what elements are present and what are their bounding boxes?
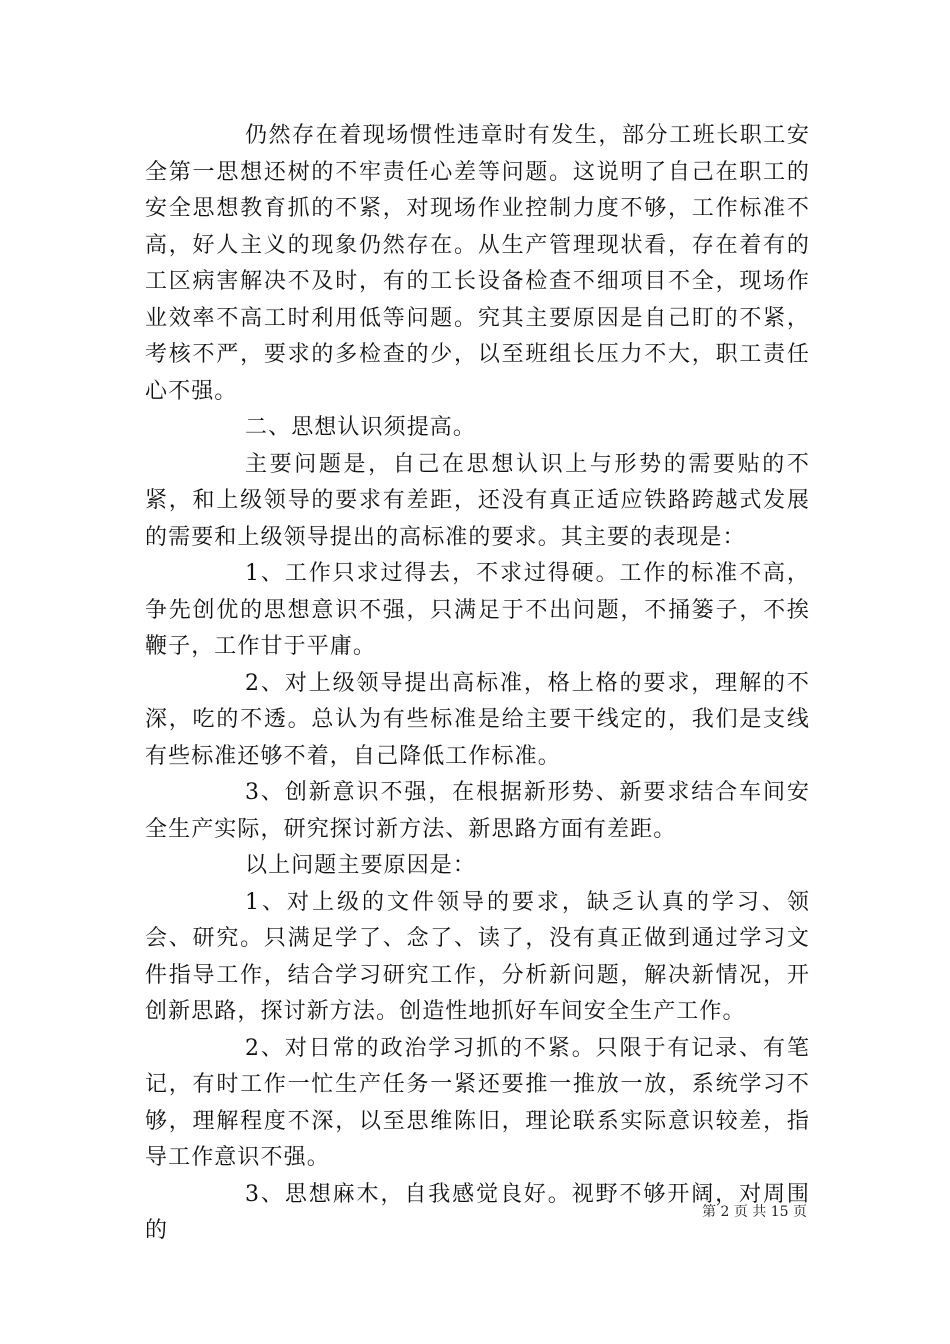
list-item-work-standards: 1、工作只求过得去，不求过得硬。工作的标准不高，争先创优的思想意识不强，只满足于不出问题，不捅篓子，不挨鞭子，工作甘于平庸。 — [145, 561, 810, 659]
document-body — [145, 118, 810, 1250]
list-item-study-documents: 1、对上级的文件领导的要求，缺乏认真的学习、领会、研究。只满足学了、念了、读了，没有真正做到通过学习文件指导工作，结合学习研究工作，分析新问题，解决新情况，开创新思路，探讨新方法。创造性地抓好车间安全生产工作。 — [145, 889, 810, 1024]
list-item-complacency: 3、思想麻木，自我感觉良好。视野不够开阔，对周围的 — [145, 1181, 810, 1243]
paragraph-safety-issues: 仍然存在着现场惯性违章时有发生，部分工班长职工安全第一思想还树的不牢责任心差等问题。这说明了自己在职工的安全思想教育抓的不紧，对现场作业控制力度不够，工作标准不高，好人主义的现象仍然存在。从生产管理现状看，存在着有的工区病害解决不及时，有的工长设备检查不细项目不全，现场作业效率不高工时利用低等问题。究其主要原因是自己盯的不紧，考核不严，要求的多检查的少，以至班组长压力不大，职工责任心不强。 — [145, 123, 810, 404]
list-item-innovation: 3、创新意识不强，在根据新形势、新要求结合车间安全生产实际，研究探讨新方法、新思路方面有差距。 — [145, 780, 810, 842]
page-number-footer: 第 2 页 共 15 页 — [702, 1204, 807, 1220]
paragraph-main-problems: 主要问题是，自己在思想认识上与形势的需要贴的不紧，和上级领导的要求有差距，还没有真正适应铁路跨越式发展的需要和上级领导提出的高标准的要求。其主要的表现是： — [145, 451, 810, 550]
section-heading-thinking: 二、思想认识须提高。 — [245, 415, 477, 440]
list-item-high-standards: 2、对上级领导提出高标准，格上格的要求，理解的不深，吃的不透。总认为有些标准是给主要干线定的，我们是支线有些标准还够不着，自己降低工作标准。 — [145, 670, 810, 769]
list-item-political-study: 2、对日常的政治学习抓的不紧。只限于有记录、有笔记，有时工作一忙生产任务一紧还要推一推放一放，系统学习不够，理解程度不深，以至思维陈旧，理论联系实际意识较差，指导工作意识不强。 — [145, 1035, 810, 1170]
paragraph-reasons-intro: 以上问题主要原因是： — [245, 853, 477, 878]
